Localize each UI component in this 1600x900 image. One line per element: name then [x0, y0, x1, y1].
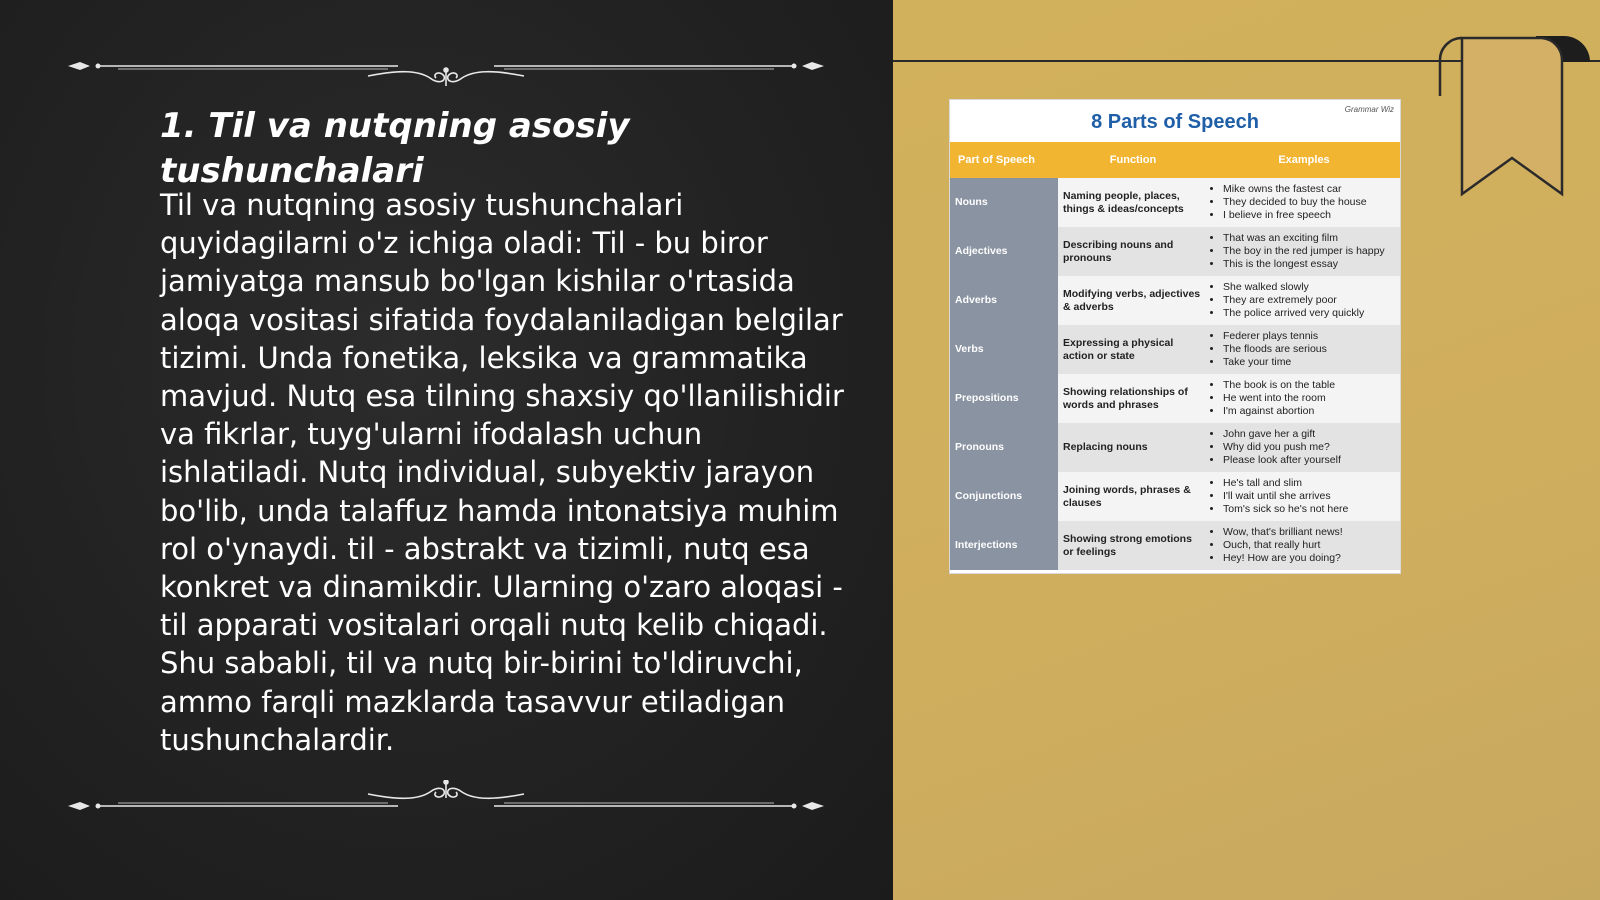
example-item: • Take your time	[1223, 356, 1395, 369]
example-item: • The boy in the red jumper is happy	[1223, 245, 1395, 258]
part-name: Conjunctions	[950, 472, 1058, 521]
example-item: • Ouch, that really hurt	[1223, 539, 1395, 552]
table-row	[950, 276, 1400, 325]
example-item: • Federer plays tennis	[1223, 330, 1395, 343]
table-header-row	[950, 142, 1400, 178]
example-item: • Why did you push me?	[1223, 441, 1395, 454]
part-name: Prepositions	[950, 374, 1058, 423]
card-brand-label: Grammar Wiz	[1344, 105, 1394, 114]
example-item: • Wow, that's brilliant news!	[1223, 526, 1395, 539]
parts-of-speech-chart	[950, 100, 1400, 573]
part-function: Describing nouns and pronouns	[1058, 227, 1208, 276]
part-name: Verbs	[950, 325, 1058, 374]
part-name: Nouns	[950, 178, 1058, 227]
example-item: • I'll wait until she arrives	[1223, 490, 1395, 503]
example-item: • They are extremely poor	[1223, 294, 1395, 307]
part-function: Naming people, places, things & ideas/concepts	[1058, 178, 1208, 227]
part-name: Adjectives	[950, 227, 1058, 276]
part-examples	[1208, 472, 1400, 521]
scroll-divider-ornament-bottom	[68, 780, 824, 820]
header-function: Function	[1058, 142, 1208, 178]
bookmark-ribbon-icon	[1436, 36, 1596, 206]
part-function: Replacing nouns	[1058, 423, 1208, 472]
table-row	[950, 227, 1400, 276]
example-item: • The police arrived very quickly	[1223, 307, 1395, 320]
part-name: Adverbs	[950, 276, 1058, 325]
parts-of-speech-table	[950, 142, 1400, 570]
example-item: • John gave her a gift	[1223, 428, 1395, 441]
part-function: Showing relationships of words and phrases	[1058, 374, 1208, 423]
part-name: Interjections	[950, 521, 1058, 570]
part-examples	[1208, 423, 1400, 472]
example-item: • He's tall and slim	[1223, 477, 1395, 490]
scroll-divider-ornament-top	[68, 46, 824, 86]
part-examples	[1208, 374, 1400, 423]
part-function: Expressing a physical action or state	[1058, 325, 1208, 374]
example-item: • The floods are serious	[1223, 343, 1395, 356]
example-item: • He went into the room	[1223, 392, 1395, 405]
part-function: Joining words, phrases & clauses	[1058, 472, 1208, 521]
card-title: 8 Parts of Speech	[1091, 111, 1259, 133]
table-row	[950, 423, 1400, 472]
example-item: • Hey! How are you doing?	[1223, 552, 1395, 565]
table-row	[950, 374, 1400, 423]
example-item: • I'm against abortion	[1223, 405, 1395, 418]
example-item: • She walked slowly	[1223, 281, 1395, 294]
example-item: • Please look after yourself	[1223, 454, 1395, 467]
card-header	[950, 100, 1400, 142]
table-row	[950, 521, 1400, 570]
example-item: • Mike owns the fastest car	[1223, 183, 1395, 196]
example-item: • That was an exciting film	[1223, 232, 1395, 245]
slide-body-text: Til va nutqning asosiy tushunchalari quyidagilarni o'z ichiga oladi: Til - bu biror jamiyatga mansub bo'lgan kishilar o'rtasida aloqa vositasi sifatida foydalaniladigan belgilar tizimi. Unda fonetika, leksika va grammatika mavjud. Nutq esa tilning shaxsiy qo'llanilishidir va fikrlar, tuyg'ularni ifodalash uchun ishlatiladi. Nutq individual, subyektiv jarayon bo'lib, unda talaffuz hamda intonatsiya muhim rol o'ynaydi. til - abstrakt va tizimli, nutq esa konkret va dinamikdir. Ularning o'zaro aloqasi - til apparati vositalari orqali nutq kelib chiqadi. Shu sababli, til va nutq bir-birini to'ldiruvchi, ammo farqli mazklarda tasavvur etiladigan tushunchalardir.	[160, 188, 844, 757]
part-function: Showing strong emotions or feelings	[1058, 521, 1208, 570]
part-examples	[1208, 276, 1400, 325]
slide-title: 1. Til va nutqning asosiy tushunchalari	[160, 106, 630, 191]
example-item: • The book is on the table	[1223, 379, 1395, 392]
table-row	[950, 325, 1400, 374]
part-examples	[1208, 227, 1400, 276]
example-item: • This is the longest essay	[1223, 258, 1395, 271]
header-part-of-speech: Part of Speech	[950, 142, 1058, 178]
part-name: Pronouns	[950, 423, 1058, 472]
part-examples	[1208, 521, 1400, 570]
example-item: • They decided to buy the house	[1223, 196, 1395, 209]
part-function: Modifying verbs, adjectives & adverbs	[1058, 276, 1208, 325]
part-examples	[1208, 178, 1400, 227]
header-examples: Examples	[1208, 142, 1400, 178]
table-row	[950, 178, 1400, 227]
part-examples	[1208, 325, 1400, 374]
table-row	[950, 472, 1400, 521]
example-item: • Tom's sick so he's not here	[1223, 503, 1395, 516]
example-item: • I believe in free speech	[1223, 209, 1395, 222]
